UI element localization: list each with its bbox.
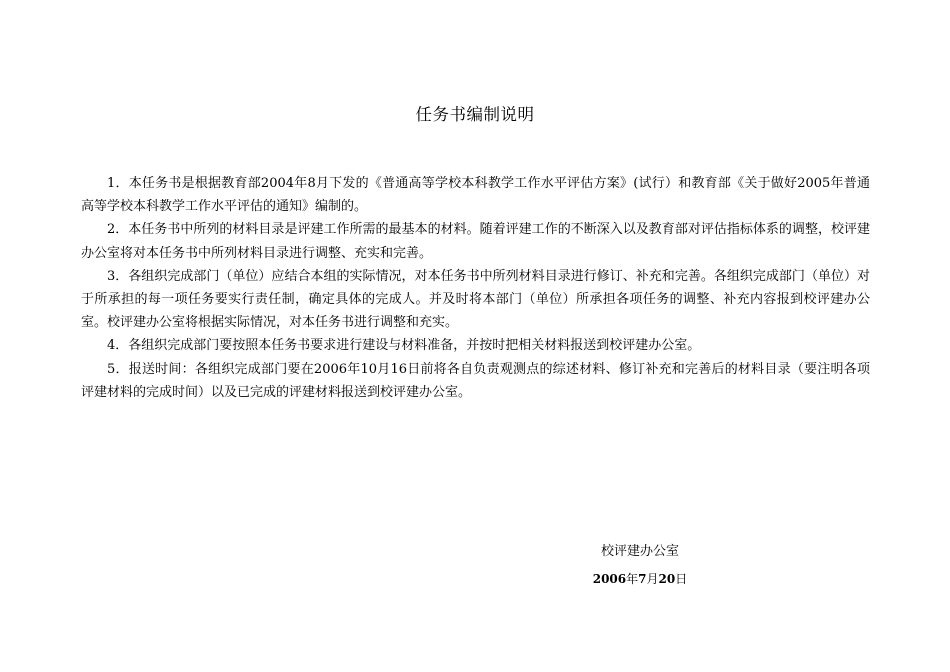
signature-date bbox=[560, 569, 720, 590]
signature-year: 2006 bbox=[592, 572, 627, 586]
signature-day: 20 bbox=[658, 572, 676, 586]
paragraph-2: 2．本任务书中所列的材料目录是评建工作所需的最基本的材料。随着评建工作的不断深入以及教育部对评估指标体系的调整，校评建办公室将对本任务书中所列材料目录进行调整、充实和完善。 bbox=[81, 222, 870, 261]
signature-month: 7 bbox=[638, 572, 647, 586]
signature-block bbox=[560, 541, 720, 590]
paragraph-3: 3．各组织完成部门（单位）应结合本组的实际情况，对本任务书中所列材料目录进行修订、补充和完善。各组织完成部门（单位）对于所承担的每一项任务要实行责任制，确定具体的完成人。并及时将本部门（单位）所承担各项任务的调整、补充内容报到校评建办公室。校评建办公室将根据实际情况，对本任务书进行调整和充实。 bbox=[81, 268, 870, 331]
paragraph-4: 4．各组织完成部门要按照本任务书要求进行建设与材料准备，并按时把相关材料报送到校评建办公室。 bbox=[107, 338, 701, 354]
signature-year-unit: 年 bbox=[626, 572, 639, 586]
document-title: 任务书编制说明 bbox=[415, 105, 535, 124]
signature-organization: 校评建办公室 bbox=[600, 544, 679, 559]
paragraph-1: 1．本任务书是根据教育部2004年8月下发的《普通高等学校本科教学工作水平评估方案》(试行）和教育部《关于做好2005年普通高等学校本科教学工作水平评估的通知》编制的。 bbox=[81, 176, 870, 215]
signature-month-unit: 月 bbox=[646, 572, 659, 586]
paragraph-5: 5．报送时间：各组织完成部门要在2006年10月16日前将各自负责观测点的综述材料、修订补充和完善后的材料目录（要注明各项评建材料的完成时间）以及已完成的评建材料报送到校评建办公室。 bbox=[81, 361, 870, 400]
signature-day-unit: 日 bbox=[675, 572, 688, 586]
document-body bbox=[81, 172, 870, 404]
